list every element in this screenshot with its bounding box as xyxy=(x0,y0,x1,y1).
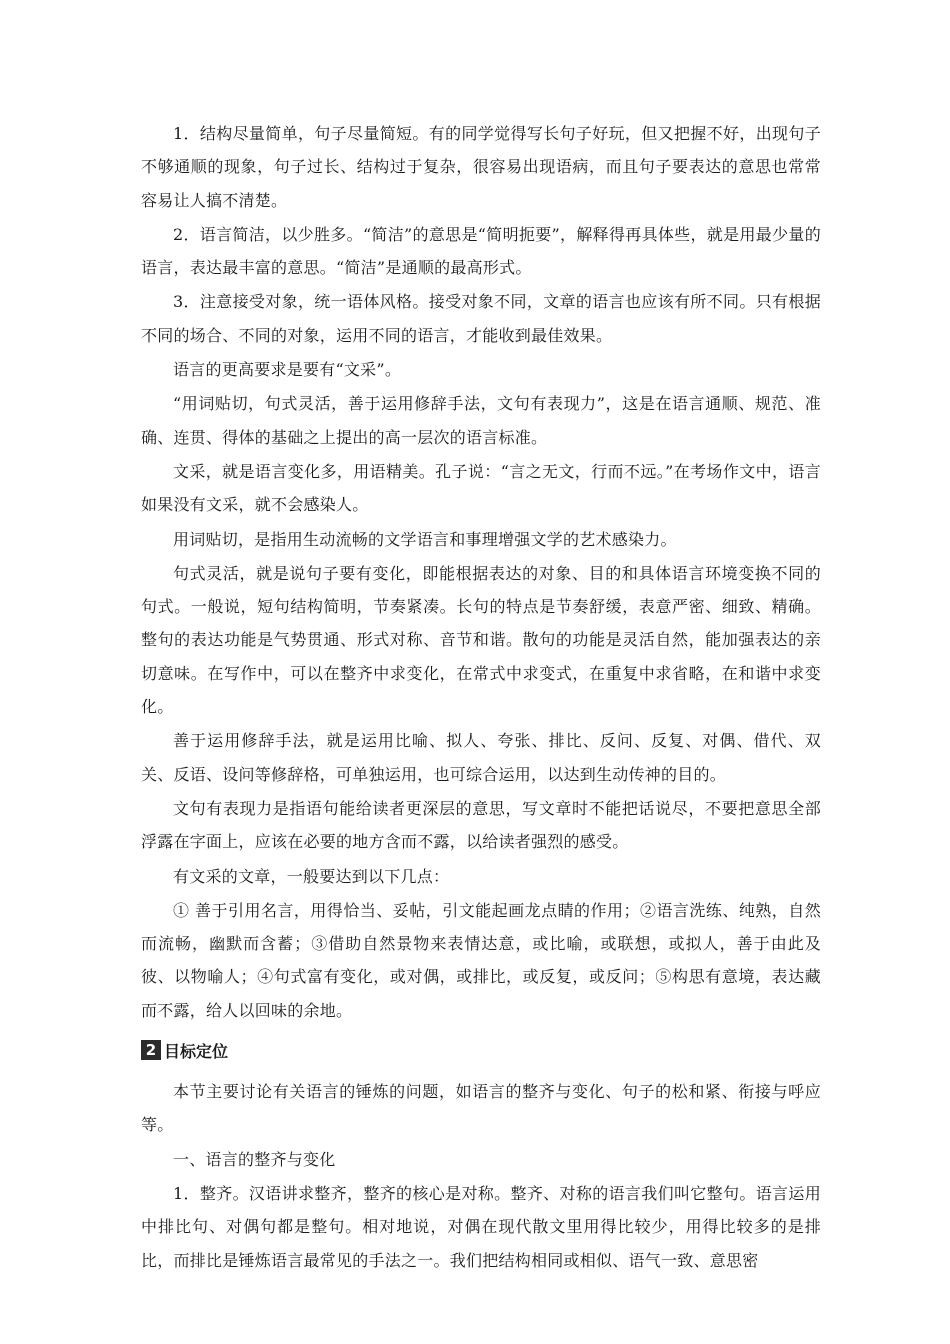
paragraph: 有文采的文章，一般要达到以下几点： xyxy=(173,866,450,886)
section-heading xyxy=(141,1035,821,1065)
paragraph: “用词贴切，句式灵活，善于运用修辞手法，文句有表现力”，这是在语言通顺、规范、准确、连贯、得体的基础之上提出的高一层次的语言标准。 xyxy=(141,394,821,447)
paragraph: 句式灵活，就是说句子要有变化，即能根据表达的对象、目的和具体语言环境变换不同的句式。一般说，短句结构简明，节奏紧凑。长句的特点是节奏舒缓，表意严密、细致、精确。整句的表达功能是气势贯通、形式对称、音节和谐。散句的功能是灵活自然，能加强表达的亲切意味。在写作中，可以在整齐中求变化，在常式中求变式，在重复中求省略，在和谐中求变化。 xyxy=(141,563,821,717)
paragraph: 1．结构尽量简单，句子尽量简短。有的同学觉得写长句子好玩，但又把握不好，出现句子不够通顺的现象，句子过长、结构过于复杂，很容易出现语病，而且句子要表达的意思也常常容易让人搞不清楚。 xyxy=(141,124,821,210)
paragraph: 文采，就是语言变化多，用语精美。孔子说：“言之无文，行而不远。”在考场作文中，语言如果没有文采，就不会感染人。 xyxy=(141,461,821,515)
paragraph: ① 善于引用名言，用得恰当、妥帖，引文能起画龙点睛的作用；②语言洗练、纯熟，自然而流畅，幽默而含蓄；③借助自然景物来表情达意，或比喻，或联想，或拟人，善于由此及彼、以物喻人；④句式富有变化，或对偶，或排比，或反复，或反问；⑤构思有意境，表达藏而不露，给人以回味的余地。 xyxy=(141,900,821,1020)
subheading: 一、语言的整齐与变化 xyxy=(173,1149,336,1169)
paragraph: 用词贴切，是指用生动流畅的文学语言和事理增强文学的艺术感染力。 xyxy=(173,529,677,549)
paragraph: 2．语言简洁，以少胜多。“简洁”的意思是“简明扼要”，解释得再具体些，就是用最少量的语言，表达最丰富的意思。“简洁”是通顺的最高形式。 xyxy=(141,224,821,278)
paragraph: 本节主要讨论有关语言的锤炼的问题，如语言的整齐与变化、句子的松和紧、衔接与呼应等。 xyxy=(141,1082,821,1135)
section-number-badge: 2 xyxy=(141,1040,161,1060)
paragraph: 文句有表现力是指语句能给读者更深层的意思，写文章时不能把话说尽，不要把意思全部浮露在字面上，应该在必要的地方含而不露，以给读者强烈的感受。 xyxy=(141,798,821,852)
paragraph: 语言的更高要求是要有“文采”。 xyxy=(173,360,402,380)
paragraph: 善于运用修辞手法，就是运用比喻、拟人、夸张、排比、反问、反复、对偶、借代、双关、反语、设问等修辞格，可单独运用，也可综合运用，以达到生动传神的目的。 xyxy=(141,731,821,784)
section-title: 目标定位 xyxy=(164,1041,229,1061)
document-page xyxy=(141,117,821,1278)
paragraph: 1．整齐。汉语讲求整齐，整齐的核心是对称。整齐、对称的语言我们叫它整句。语言运用中排比句、对偶句都是整句。相对地说，对偶在现代散文里用得比较少，用得比较多的是排比，而排比是锤炼语言最常见的手法之一。我们把结构相同或相似、语气一致、意思密 xyxy=(141,1183,821,1270)
paragraph: 3．注意接受对象，统一语体风格。接受对象不同，文章的语言也应该有所不同。只有根据不同的场合、不同的对象，运用不同的语言，才能收到最佳效果。 xyxy=(141,292,821,345)
